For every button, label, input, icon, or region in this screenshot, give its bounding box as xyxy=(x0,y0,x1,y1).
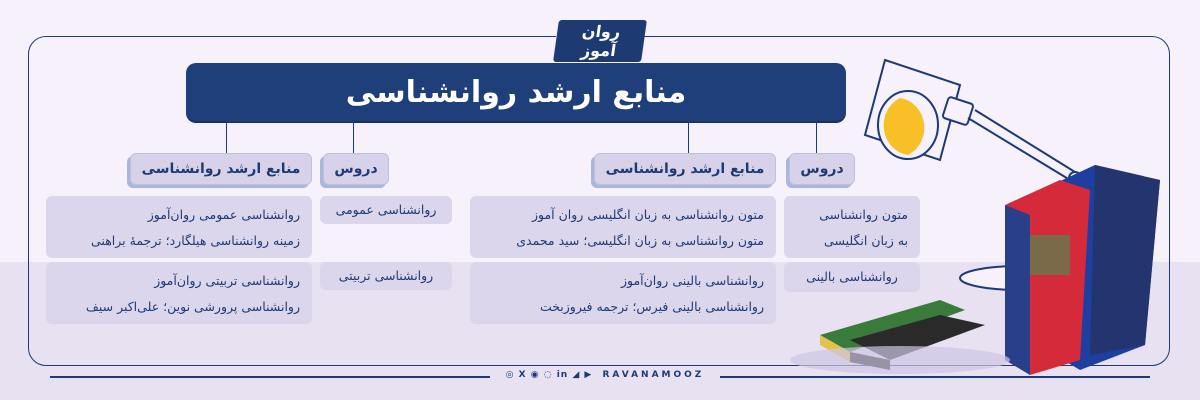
footer-line-right xyxy=(720,376,1150,378)
header-sources-left: منابع ارشد روانشناسی xyxy=(130,153,312,185)
footer-line-left xyxy=(50,376,490,378)
lamp-and-books-illustration xyxy=(790,40,1190,380)
logo-text: روان آموز xyxy=(553,20,647,62)
source-line: متون روانشناسی به زبان انگلیسی؛ سید محمدی xyxy=(516,233,764,248)
course-line: روانشناسی عمومی xyxy=(335,202,437,217)
source-line: روانشناسی بالینی فیرس؛ ترجمه فیروزبخت xyxy=(539,299,764,314)
source-line: روانشناسی بالینی روان‌آموز xyxy=(620,273,764,288)
header-courses-right: دروس xyxy=(789,153,855,185)
source-line: روانشناسی پرورشی نوین؛ علی‌اکبر سیف xyxy=(85,299,300,314)
course-line: به زبان انگلیسی xyxy=(824,233,908,248)
brand-logo xyxy=(556,18,644,58)
source-cell xyxy=(46,262,312,324)
footer xyxy=(0,370,1200,384)
connector-left-drop-a xyxy=(226,121,227,153)
connector-left xyxy=(226,121,354,122)
connector-left-drop-b xyxy=(353,121,354,153)
footer-brand xyxy=(500,370,710,380)
footer-handle[interactable]: RAVANAMOOZ xyxy=(602,370,705,380)
source-cell xyxy=(470,196,776,258)
source-cell xyxy=(470,262,776,324)
header-sources-right: منابع ارشد روانشناسی xyxy=(594,153,776,185)
course-line: روانشناسی بالینی xyxy=(806,269,898,284)
source-line: روانشناسی عمومی روان‌آموز xyxy=(147,207,300,222)
source-line: زمینه روانشناسی هیلگارد؛ ترجمهٔ براهنی xyxy=(91,233,300,248)
source-cell xyxy=(46,196,312,258)
source-line: متون روانشناسی به زبان انگلیسی روان آموز xyxy=(531,207,764,222)
social-icons[interactable]: ◎ X ◉ ◌ in ◢ ▶ xyxy=(505,370,593,380)
course-line: روانشناسی تربیتی xyxy=(338,268,434,283)
source-line: روانشناسی تربیتی روان‌آموز xyxy=(154,273,300,288)
page-title: منابع ارشد روانشناسی xyxy=(186,63,846,121)
connector-right-drop-a xyxy=(688,121,689,153)
header-courses-left: دروس xyxy=(323,153,389,185)
course-line: متون روانشناسی xyxy=(819,207,908,222)
course-cell xyxy=(320,196,452,224)
course-cell xyxy=(320,262,452,290)
